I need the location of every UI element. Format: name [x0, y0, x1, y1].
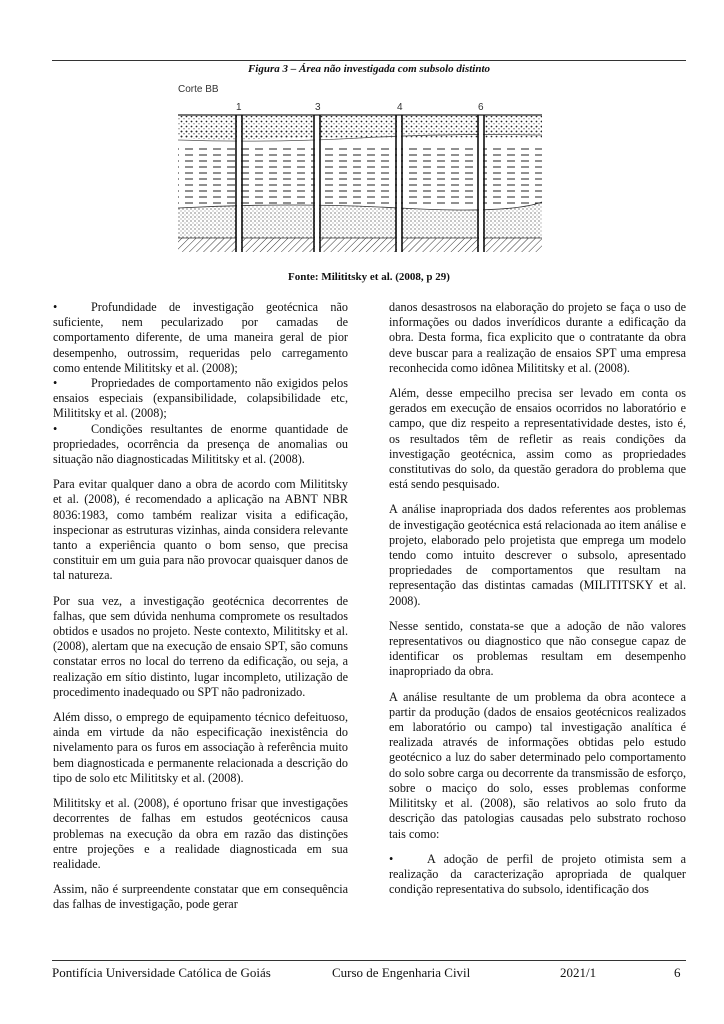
bullet-item: • Profundidade de investigação geotécnica não suficiente, nem pecularizado por camadas de comportamento diferente, de uma maneira geral de pior desempenho, outrossim, requeridas pelo carregamento como entende Milititsky et al. (2008);: [53, 300, 348, 375]
bullet-item: • A adoção de perfil de projeto otimista sem a realização da caracterização apropriada de qualquer condição representativa do subsolo, identificação dos: [389, 851, 686, 897]
bullet-item: • Condições resultantes de enorme quantidade de propriedades, ocorrência da presença de anomalias ou situação não diagnosticadas Milititsky et al. (2008).: [53, 421, 348, 467]
boring-label-4: 4: [397, 102, 403, 113]
left-column: [53, 300, 348, 923]
paragraph: Além, desse empecilho precisa ser levado em conta os gerados em execução de ensaios ocorridos no laboratório e campo, que diz respeito a representatividade destes, isto é, os resultados têm de refletir as reais condições da investigação geotécnica, assim como as propriedades constitutivas do solo, da questão geradora do problema que está sendo pesquisado.: [389, 386, 686, 492]
boring-label-6: 6: [478, 102, 484, 113]
paragraph: Para evitar qualquer dano a obra de acordo com Milititsky et al. (2008), é recomendado a aplicação na ABNT NBR 8036:1983, como também realizar visita a edificação, inspecionar as estruturas vizinhas, ainda considera relevante tanto a experiência quanto o bom senso, que precisa constituir em um guia para não provocar quaisquer danos de tal natureza.: [53, 477, 348, 583]
footer-institution: Pontifícia Universidade Católica de Goiás: [52, 965, 271, 980]
boring-label-1: 1: [236, 102, 242, 113]
bullet-dot-icon: •: [53, 300, 58, 314]
soil-profile-figure: [170, 80, 555, 265]
footer-course: Curso de Engenharia Civil: [332, 965, 471, 980]
footer-semester: 2021/1: [560, 965, 597, 980]
paragraph: Nesse sentido, constata-se que a adoção de não valores representativos ou diagnostico que não consegue capaz de identificar os problemas resultam em desempenho inapropriado da obra.: [389, 618, 686, 679]
top-rule: [52, 60, 686, 61]
footer-page-number: 6: [674, 965, 681, 980]
bullet-dot-icon: •: [389, 851, 394, 866]
paragraph: A análise resultante de um problema da obra acontece a partir da produção (dados de ensaios geotécnicos realizados em laboratório ou campo) tal investigação analítica é realizada através de informações obtidas pelo estudo geotécnico a luz do saber determinado pelo comportamento do solo sobre carga ou decorrente da transmissão de esforço, sobre o maciço do solo, esses problemas conforme Milititsky et al. (2008), são relativos ao solo fruto da descrição das patologias causadas pelo substrato rochoso tais como:: [389, 689, 686, 841]
figure-title: Figura 3 – Área não investigada com subsolo distinto: [247, 63, 491, 75]
boring-label-3: 3: [315, 102, 321, 113]
right-column: [389, 300, 686, 907]
figure-source: Fonte: Milititsky et al. (2008, p 29): [288, 271, 450, 283]
paragraph: A análise inapropriada dos dados referentes aos problemas de investigação geotécnica está relacionada ao item análise e projeto, elaborado pelo projetista que emprega um modelo tendo como intuito descrever o subsolo, apresentado propriedades de comportamentos que resultam na representação das distintas camadas (MILITITSKY et al. 2008).: [389, 502, 686, 608]
bullet-item: • Propriedades de comportamento não exigidos pelos ensaios especiais (expansibilidade, colapsibilidade etc, Milititsky et al. (2008);: [53, 376, 348, 421]
bullet-dot-icon: •: [53, 421, 58, 436]
footer-rule: [52, 960, 686, 961]
paragraph: Milititsky et al. (2008), é oportuno frisar que investigações decorrentes de falhas em estudos geotécnicos causa problemas na execução da obra em razão das distinções entre projeções e a realidade diagnosticada em sua realidade.: [53, 796, 348, 871]
paragraph: Além disso, o emprego de equipamento técnico defeituoso, ainda em virtude da não especificação inexistência do nivelamento para os furos em associação à referência muito bem diagnosticada e permanente relacionada a descrição do tipo de solo etc Milititsky et al. (2008).: [53, 710, 348, 785]
section-label: Corte BB: [178, 84, 219, 95]
bullet-dot-icon: •: [53, 376, 58, 391]
paragraph: Assim, não é surpreendente constatar que em consequência das falhas de investigação, pode gerar: [53, 882, 348, 912]
paragraph: Por sua vez, a investigação geotécnica decorrentes de falhas, que sem dúvida nenhuma compromete os resultados obtidos e usados no projeto. Neste contexto, Milititsky et al. (2008), alertam que na execução de ensaio SPT, são comuns constatar erros no local do terreno da edificação, ou seja, a realização em sítio distinto, lugar incompleto, utilização de procedimento inadequado ou SPT não padronizado.: [53, 593, 348, 699]
paragraph: danos desastrosos na elaboração do projeto se faça o uso de informações ou dados inverídicos durante a edificação da obra. Desta forma, fica explicito que o contratante da obra deve buscar para a realização de ensaios SPT uma empresa reconhecida como idônea Milititsky et al. (2008).: [389, 300, 686, 375]
